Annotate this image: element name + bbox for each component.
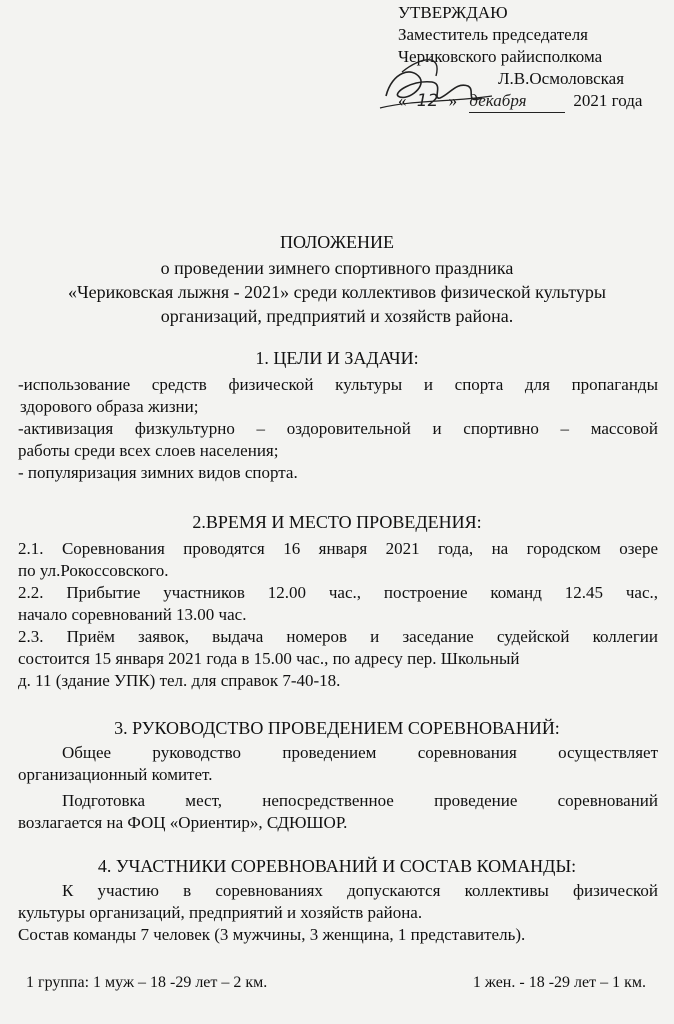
date-day: 12 xyxy=(416,91,439,111)
approval-signer: Л.В.Осмоловская xyxy=(498,69,625,88)
subtitle-line1: о проведении зимнего спортивного праздника xyxy=(160,258,514,278)
date-close-quote: » xyxy=(448,91,458,110)
section2-heading: 2.ВРЕМЯ И МЕСТО ПРОВЕДЕНИЯ: xyxy=(192,512,482,532)
subtitle-line3: организаций, предприятий и хозяйств района. xyxy=(160,306,514,326)
section2-p2-line1: 2.2. Прибытие участников 12.00 час., построение команд 12.45 час., xyxy=(18,583,658,602)
date-year: 2021 года xyxy=(573,91,643,110)
section1-body xyxy=(18,374,658,484)
section2-p1-line1: 2.1. Соревнования проводятся 16 января 2021 года, на городском озере xyxy=(18,539,658,558)
section1-item2-line1: -активизация физкультурно – оздоровительной и спортивно – массовой xyxy=(18,419,658,438)
section3-body xyxy=(18,742,658,834)
subtitle-line2: «Чериковская лыжня - 2021» среди коллективов физической культуры xyxy=(67,282,607,302)
section3-heading: 3. РУКОВОДСТВО ПРОВЕДЕНИЕМ СОРЕВНОВАНИЙ: xyxy=(114,718,560,738)
section2-p1-line2: по ул.Рокоссовского. xyxy=(18,561,169,580)
approval-heading: УТВЕРЖДАЮ xyxy=(398,3,508,22)
age-groups-row xyxy=(26,974,646,992)
approval-date xyxy=(398,90,668,113)
approval-position-line1: Заместитель председателя xyxy=(398,25,588,44)
section4-p2: Состав команды 7 человек (3 мужчины, 3 женщина, 1 представитель). xyxy=(18,925,526,944)
section2-p2-line2: начало соревнований 13.00 час. xyxy=(18,605,247,624)
document-title: ПОЛОЖЕНИЕ xyxy=(280,232,394,252)
group-men: 1 группа: 1 муж – 18 -29 лет – 2 км. xyxy=(26,974,268,991)
group-women: 1 жен. - 18 -29 лет – 1 км. xyxy=(472,974,646,991)
section4-p1-line1: К участию в соревнованиях допускаются коллективы физической xyxy=(62,881,658,900)
section3-p2-line2: возлагается на ФОЦ «Ориентир», СДЮШОР. xyxy=(18,813,348,832)
section4-heading: 4. УЧАСТНИКИ СОРЕВНОВАНИЙ И СОСТАВ КОМАНДЫ: xyxy=(97,856,577,876)
section1-item1-line1: -использование средств физической культуры и спорта для пропаганды xyxy=(18,375,658,394)
section2-p3-line3: д. 11 (здание УПК) тел. для справок 7-40-18. xyxy=(18,671,341,690)
date-open-quote: « xyxy=(398,91,407,110)
section4-p1-line2: культуры организаций, предприятий и хозяйств района. xyxy=(18,903,423,922)
section3-p1-line1: Общее руководство проведением соревнования осуществляет xyxy=(62,743,658,762)
section1-item1-line2: здорового образа жизни; xyxy=(20,397,199,416)
date-month: декабря xyxy=(469,90,565,113)
section2-p3-line1: 2.3. Приём заявок, выдача номеров и заседание судейской коллегии xyxy=(18,627,658,646)
section2-p3-line2: состоится 15 января 2021 года в 15.00 час., по адресу пер. Школьный xyxy=(18,649,520,668)
section3-p2-line1: Подготовка мест, непосредственное проведение соревнований xyxy=(62,791,658,810)
section1-item3: - популяризация зимних видов спорта. xyxy=(18,463,298,482)
approval-position-line2: Чериковского райисполкома xyxy=(398,47,603,66)
section3-p1-line2: организационный комитет. xyxy=(18,765,213,784)
section1-item2-line2: работы среди всех слоев населения; xyxy=(18,441,279,460)
section1-heading: 1. ЦЕЛИ И ЗАДАЧИ: xyxy=(255,348,419,368)
approval-block xyxy=(398,2,668,113)
section2-body xyxy=(18,538,658,692)
section4-body xyxy=(18,880,658,946)
document-subtitle xyxy=(0,256,674,328)
